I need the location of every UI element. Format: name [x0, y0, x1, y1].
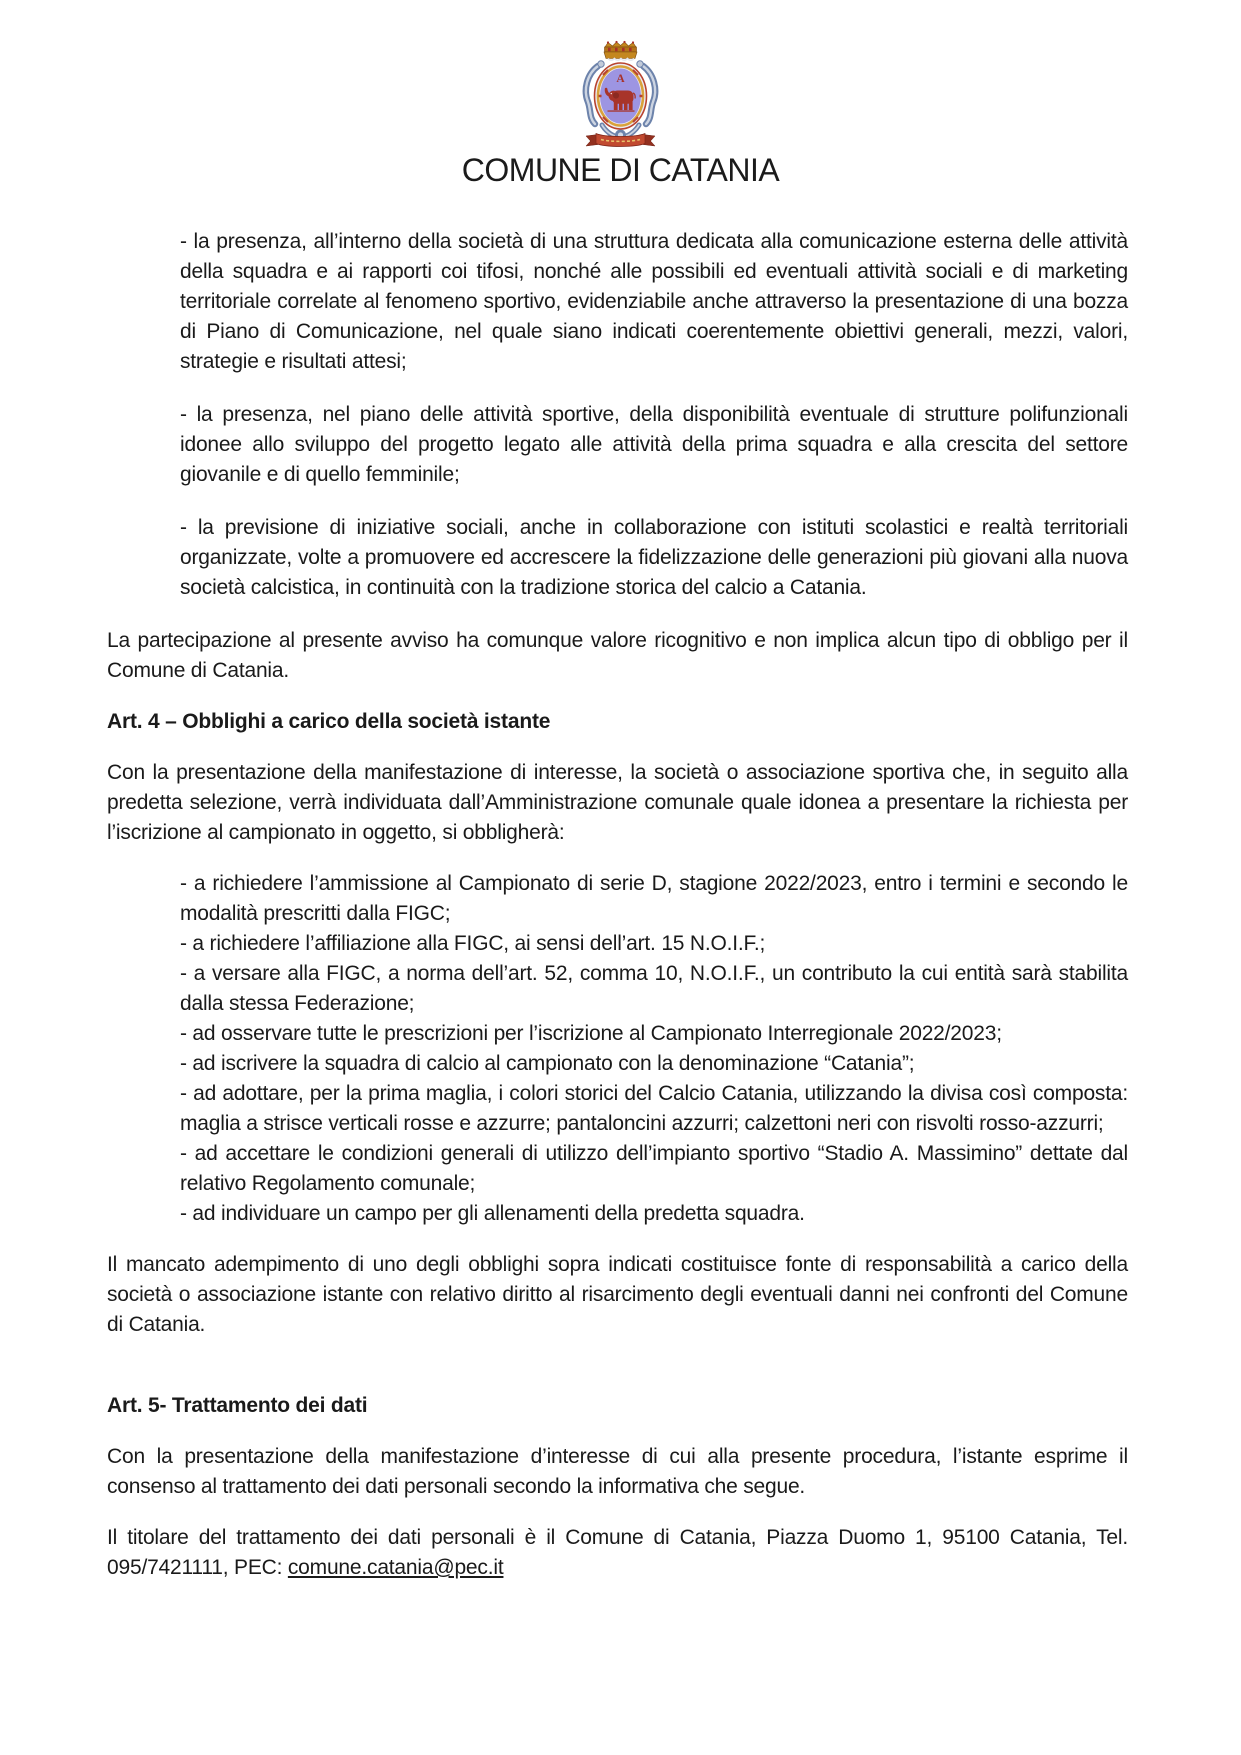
- lead-bullet-paragraph: - la presenza, nel piano delle attività sportive, della disponibilità eventuale di strutture polifunzionali idonee allo sviluppo del progetto legato alle attività della prima squadra e alla crescita del settore giovanile e di quello femminile;: [180, 403, 1128, 486]
- document-body: [107, 190, 1128, 1583]
- participation-note-paragraph: La partecipazione al presente avviso ha comunque valore ricognitivo e non implica alcun tipo di obbligo per il Comune di Catania.: [107, 629, 1128, 682]
- controller-text: Il titolare del trattamento dei dati personali è il Comune di Catania, Piazza Duomo 1, 95100 Catania, Tel. 095/7421111, PEC:: [107, 1526, 1128, 1579]
- art5-controller-paragraph: [107, 1523, 1128, 1583]
- obligation-item: - ad adottare, per la prima maglia, i colori storici del Calcio Catania, utilizzando la divisa così composta: maglia a strisce verticali rosse e azzurre; pantaloncini azzurri; calzettoni neri con risvolti rosso-azzurri;: [180, 1082, 1128, 1135]
- obligation-item: - a versare alla FIGC, a norma dell’art. 52, comma 10, N.O.I.F., un contributo la cui entità sarà stabilita dalla stessa Federazione;: [180, 962, 1128, 1015]
- shield-letter-a: A: [616, 73, 625, 85]
- page-title: COMUNE DI CATANIA: [461, 152, 780, 188]
- art4-intro-paragraph: Con la presentazione della manifestazione di interesse, la società o associazione sportiva che, in seguito alla predetta selezione, verrà individuata dall’Amministrazione comunale quale idonea a presentare la richiesta per l’iscrizione al campionato in oggetto, si obbligherà:: [107, 761, 1128, 844]
- document-header: [0, 0, 1241, 190]
- art5-consent-paragraph: Con la presentazione della manifestazione d’interesse di cui alla presente procedura, l’istante esprime il consenso al trattamento dei dati personali secondo la informativa che segue.: [107, 1445, 1128, 1498]
- crown-icon: [604, 41, 637, 60]
- art4-heading: Art. 4 – Obblighi a carico della società istante: [107, 710, 551, 733]
- obligation-item: - a richiedere l’ammissione al Campionato di serie D, stagione 2022/2023, entro i termini e secondo le modalità prescritti dalla FIGC;: [180, 872, 1128, 925]
- obligation-item: - ad individuare un campo per gli allenamenti della predetta squadra.: [180, 1202, 805, 1225]
- logo-container: [0, 40, 1241, 150]
- obligation-item: - ad iscrivere la squadra di calcio al campionato con la denominazione “Catania”;: [180, 1052, 915, 1075]
- obligation-item: - a richiedere l’affiliazione alla FIGC, ai sensi dell’art. 15 N.O.I.F.;: [180, 932, 766, 955]
- lead-bullet-list: [107, 227, 1128, 603]
- lead-bullet-paragraph: - la previsione di iniziative sociali, anche in collaborazione con istituti scolastici e realtà territoriali organizzate, volte a promuovere ed accrescere la fidelizzazione delle generazioni più giovani alla nuova società calcistica, in continuità con la tradizione storica del calcio a Catania.: [180, 516, 1128, 599]
- obligation-item: - ad accettare le condizioni generali di utilizzo dell’impianto sportivo “Stadio A. Massimino” dettate dal relativo Regolamento comunale;: [180, 1142, 1128, 1195]
- lead-bullet-paragraph: - la presenza, all’interno della società di una struttura dedicata alla comunicazione esterna delle attività della squadra e ai rapporti coi tifosi, nonché alle possibili ed eventuali attività sociali e di marketing territoriale correlate al fenomeno sportivo, evidenziabile anche attraverso la presentazione di una bozza di Piano di Comunicazione, nel quale siano indicati coerentemente obiettivi generali, mezzi, valori, strategie e risultati attesi;: [180, 230, 1128, 373]
- art4-closing-paragraph: Il mancato adempimento di uno degli obblighi sopra indicati costituisce fonte di responsabilità a carico della società o associazione istante con relativo diritto al risarcimento degli eventuali danni nei confronti del Comune di Catania.: [107, 1253, 1128, 1336]
- catania-coat-of-arms-logo: [568, 40, 673, 150]
- obligation-item: - ad osservare tutte le prescrizioni per l’iscrizione al Campionato Interregionale 2022/2023;: [180, 1022, 1002, 1045]
- art5-heading: Art. 5- Trattamento dei dati: [107, 1394, 368, 1417]
- pec-email-link[interactable]: comune.catania@pec.it: [287, 1556, 504, 1579]
- obligations-list: [107, 869, 1128, 1229]
